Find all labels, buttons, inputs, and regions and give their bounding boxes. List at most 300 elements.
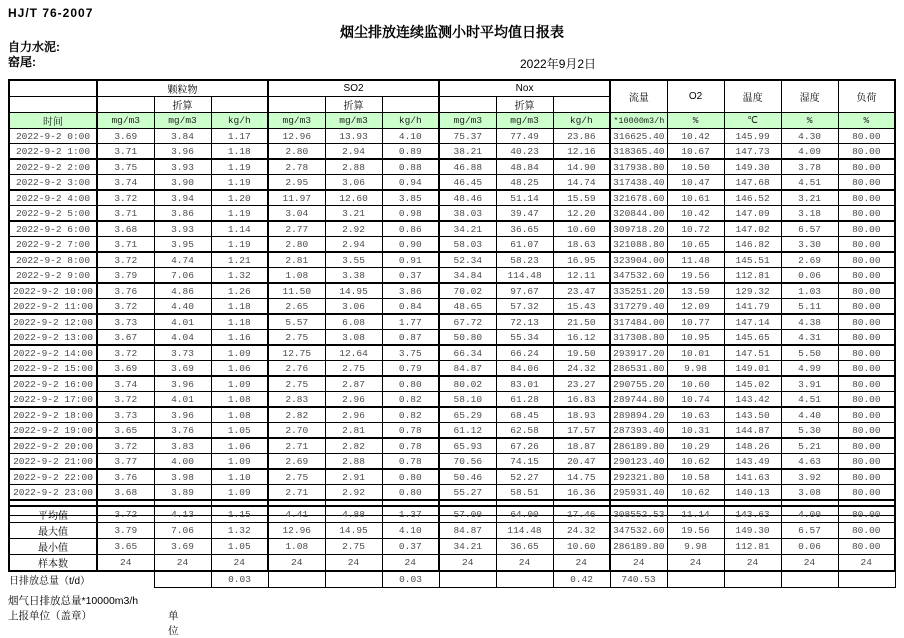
value-cell: 2.81 — [325, 423, 382, 439]
value-cell: 10.01 — [667, 345, 724, 361]
summary-value-cell: 24 — [439, 555, 496, 572]
value-cell: 2.87 — [325, 376, 382, 392]
daily-total-cell — [724, 571, 781, 588]
value-cell: 2.65 — [268, 299, 325, 315]
value-cell: 295931.40 — [610, 485, 667, 501]
summary-value-cell: 1.32 — [211, 523, 268, 539]
value-cell: 3.83 — [154, 438, 211, 454]
value-cell: 5.11 — [781, 299, 838, 315]
value-cell: 321678.60 — [610, 190, 667, 206]
value-cell: 1.77 — [382, 314, 439, 330]
value-cell: 2.82 — [325, 438, 382, 454]
value-cell: 2.88 — [325, 159, 382, 175]
daily-total-cell — [154, 571, 211, 588]
value-cell: 3.79 — [97, 268, 154, 284]
time-header-spacer2 — [9, 97, 97, 113]
value-cell: 0.88 — [382, 159, 439, 175]
summary-value-cell: 12.96 — [268, 523, 325, 539]
value-cell: 148.26 — [724, 438, 781, 454]
value-cell: 68.45 — [496, 407, 553, 423]
so2-raw-spacer — [268, 97, 325, 113]
summary-value-cell: 24 — [724, 555, 781, 572]
report-title: 烟尘排放连续监测小时平均值日报表 — [340, 24, 564, 40]
value-cell: 3.89 — [154, 485, 211, 501]
value-cell: 3.69 — [97, 129, 154, 144]
value-cell: 80.00 — [838, 283, 895, 299]
value-cell: 1.19 — [211, 159, 268, 175]
value-cell: 12.96 — [268, 129, 325, 144]
value-cell: 1.09 — [211, 485, 268, 501]
unit-cell: kg/h — [211, 113, 268, 129]
value-cell: 147.14 — [724, 314, 781, 330]
value-cell: 1.10 — [211, 469, 268, 485]
value-cell: 2.70 — [268, 423, 325, 439]
time-cell: 2022-9-2 6:00 — [9, 221, 97, 237]
value-cell: 48.65 — [439, 299, 496, 315]
value-cell: 16.12 — [553, 330, 610, 346]
value-cell: 147.73 — [724, 144, 781, 160]
value-cell: 2.94 — [325, 144, 382, 160]
time-header-spacer — [9, 80, 97, 97]
value-cell: 3.96 — [154, 144, 211, 160]
value-cell: 3.94 — [154, 190, 211, 206]
value-cell: 141.79 — [724, 299, 781, 315]
value-cell: 2.77 — [268, 221, 325, 237]
value-cell: 55.34 — [496, 330, 553, 346]
value-cell: 3.21 — [325, 206, 382, 222]
value-cell: 1.08 — [211, 392, 268, 408]
value-cell: 147.09 — [724, 206, 781, 222]
value-cell: 34.21 — [439, 221, 496, 237]
time-cell: 2022-9-2 8:00 — [9, 252, 97, 268]
unit-cell: kg/h — [382, 113, 439, 129]
value-cell: 286189.80 — [610, 438, 667, 454]
summary-label-cell: 样本数 — [9, 555, 97, 572]
value-cell: 2.75 — [268, 330, 325, 346]
value-cell: 61.12 — [439, 423, 496, 439]
value-cell: 9.98 — [667, 361, 724, 377]
value-cell: 290123.40 — [610, 454, 667, 470]
pm-raw-spacer — [97, 97, 154, 113]
summary-value-cell: 14.95 — [325, 523, 382, 539]
summary-label-cell: 平均值 — [9, 506, 97, 523]
value-cell: 2.80 — [268, 144, 325, 160]
particulate-group-header: 颗粒物 — [97, 80, 268, 97]
value-cell: 58.51 — [496, 485, 553, 501]
value-cell: 2.75 — [325, 361, 382, 377]
value-cell: 309718.20 — [610, 221, 667, 237]
value-cell: 38.03 — [439, 206, 496, 222]
daily-total-cell: 0.42 — [553, 571, 610, 588]
value-cell: 145.02 — [724, 376, 781, 392]
value-cell: 23.27 — [553, 376, 610, 392]
hour-row — [9, 392, 895, 408]
value-cell: 2.76 — [268, 361, 325, 377]
time-cell: 2022-9-2 19:00 — [9, 423, 97, 439]
time-cell: 2022-9-2 17:00 — [9, 392, 97, 408]
so2-group-header: SO2 — [268, 80, 439, 97]
value-cell: 15.59 — [553, 190, 610, 206]
value-cell: 1.19 — [211, 206, 268, 222]
value-cell: 10.61 — [667, 190, 724, 206]
value-cell: 10.95 — [667, 330, 724, 346]
value-cell: 16.83 — [553, 392, 610, 408]
time-column-header: 时间 — [9, 113, 97, 129]
value-cell: 143.50 — [724, 407, 781, 423]
header-group-row — [9, 80, 895, 97]
value-cell: 114.48 — [496, 268, 553, 284]
value-cell: 48.25 — [496, 175, 553, 191]
value-cell: 145.51 — [724, 252, 781, 268]
value-cell: 3.38 — [325, 268, 382, 284]
time-cell: 2022-9-2 18:00 — [9, 407, 97, 423]
summary-value-cell: 24 — [838, 555, 895, 572]
value-cell: 146.82 — [724, 237, 781, 253]
daily-total-cell: 0.03 — [211, 571, 268, 588]
value-cell: 317484.00 — [610, 314, 667, 330]
time-cell: 2022-9-2 11:00 — [9, 299, 97, 315]
value-cell: 3.96 — [154, 407, 211, 423]
site-label: 窑尾: — [8, 55, 36, 69]
hour-row — [9, 469, 895, 485]
unit-cell: % — [838, 113, 895, 129]
value-cell: 20.47 — [553, 454, 610, 470]
time-cell: 2022-9-2 23:00 — [9, 485, 97, 501]
units-row — [9, 113, 895, 129]
value-cell: 10.60 — [553, 221, 610, 237]
hour-row — [9, 407, 895, 423]
value-cell: 3.68 — [97, 221, 154, 237]
summary-value-cell: 0.37 — [382, 539, 439, 555]
value-cell: 3.71 — [97, 144, 154, 160]
summary-value-cell: 24 — [553, 555, 610, 572]
time-cell: 2022-9-2 1:00 — [9, 144, 97, 160]
daily-total-cell — [781, 571, 838, 588]
value-cell: 0.37 — [382, 268, 439, 284]
value-cell: 1.08 — [268, 268, 325, 284]
value-cell: 2.83 — [268, 392, 325, 408]
value-cell: 1.16 — [211, 330, 268, 346]
company-label: 自力水泥: — [8, 40, 60, 54]
summary-value-cell: 7.06 — [154, 523, 211, 539]
hour-row — [9, 299, 895, 315]
summary-value-cell: 24 — [211, 555, 268, 572]
summary-value-cell: 3.79 — [97, 523, 154, 539]
value-cell: 4.63 — [781, 454, 838, 470]
summary-table — [8, 505, 896, 588]
report-date: 2022年9月2日 — [520, 57, 597, 71]
time-cell: 2022-9-2 7:00 — [9, 237, 97, 253]
value-cell: 3.65 — [97, 423, 154, 439]
value-cell: 65.93 — [439, 438, 496, 454]
value-cell: 6.08 — [325, 314, 382, 330]
value-cell: 2.71 — [268, 438, 325, 454]
value-cell: 3.30 — [781, 237, 838, 253]
value-cell: 3.06 — [325, 299, 382, 315]
unit-cell: mg/m3 — [154, 113, 211, 129]
value-cell: 1.09 — [211, 345, 268, 361]
unit-cell: mg/m3 — [496, 113, 553, 129]
humidity-header: 湿度 — [781, 80, 838, 113]
hour-row — [9, 221, 895, 237]
value-cell: 3.72 — [97, 345, 154, 361]
value-cell: 50.80 — [439, 330, 496, 346]
summary-label-cell: 最大值 — [9, 523, 97, 539]
value-cell: 80.00 — [838, 159, 895, 175]
value-cell: 2.75 — [268, 469, 325, 485]
value-cell: 3.75 — [382, 345, 439, 361]
value-cell: 4.30 — [781, 129, 838, 144]
time-cell: 2022-9-2 5:00 — [9, 206, 97, 222]
value-cell: 289894.20 — [610, 407, 667, 423]
value-cell: 1.03 — [781, 283, 838, 299]
time-cell: 2022-9-2 21:00 — [9, 454, 97, 470]
value-cell: 48.46 — [439, 190, 496, 206]
so2-rate-spacer — [382, 97, 439, 113]
value-cell: 5.21 — [781, 438, 838, 454]
value-cell: 0.80 — [382, 376, 439, 392]
hour-row — [9, 175, 895, 191]
value-cell: 84.06 — [496, 361, 553, 377]
flue-gas-total-note: 烟气日排放总量*10000m3/h — [8, 595, 139, 607]
summary-row — [9, 555, 895, 572]
value-cell: 16.95 — [553, 252, 610, 268]
value-cell: 4.51 — [781, 392, 838, 408]
value-cell: 3.71 — [97, 237, 154, 253]
value-cell: 80.00 — [838, 454, 895, 470]
value-cell: 4.86 — [154, 283, 211, 299]
value-cell: 317438.40 — [610, 175, 667, 191]
time-cell: 2022-9-2 10:00 — [9, 283, 97, 299]
value-cell: 3.72 — [97, 299, 154, 315]
value-cell: 3.95 — [154, 237, 211, 253]
value-cell: 40.23 — [496, 144, 553, 160]
pm-rate-spacer — [211, 97, 268, 113]
value-cell: 141.63 — [724, 469, 781, 485]
daily-total-label: 日排放总量（t/d） — [9, 571, 154, 588]
value-cell: 58.10 — [439, 392, 496, 408]
value-cell: 145.65 — [724, 330, 781, 346]
daily-total-cell: 740.53 — [610, 571, 667, 588]
value-cell: 2.94 — [325, 237, 382, 253]
value-cell: 3.73 — [154, 345, 211, 361]
value-cell: 80.00 — [838, 485, 895, 501]
pm-corrected-header: 折算 — [154, 97, 211, 113]
value-cell: 80.02 — [439, 376, 496, 392]
summary-value-cell: 64.00 — [496, 506, 553, 523]
summary-value-cell: 80.00 — [838, 506, 895, 523]
hour-row — [9, 376, 895, 392]
value-cell: 10.77 — [667, 314, 724, 330]
value-cell: 0.78 — [382, 423, 439, 439]
value-cell: 80.00 — [838, 361, 895, 377]
value-cell: 3.76 — [154, 423, 211, 439]
hour-row — [9, 423, 895, 439]
value-cell: 5.30 — [781, 423, 838, 439]
time-cell: 2022-9-2 14:00 — [9, 345, 97, 361]
value-cell: 147.68 — [724, 175, 781, 191]
value-cell: 3.67 — [97, 330, 154, 346]
summary-value-cell: 308552.53 — [610, 506, 667, 523]
value-cell: 80.00 — [838, 206, 895, 222]
value-cell: 316625.40 — [610, 129, 667, 144]
value-cell: 1.19 — [211, 237, 268, 253]
value-cell: 97.67 — [496, 283, 553, 299]
nox-rate-spacer — [553, 97, 610, 113]
value-cell: 80.00 — [838, 314, 895, 330]
value-cell: 12.09 — [667, 299, 724, 315]
value-cell: 2.69 — [781, 252, 838, 268]
value-cell: 14.74 — [553, 175, 610, 191]
value-cell: 67.26 — [496, 438, 553, 454]
value-cell: 55.27 — [439, 485, 496, 501]
daily-total-row — [9, 571, 895, 588]
value-cell: 2.95 — [268, 175, 325, 191]
summary-value-cell: 286189.80 — [610, 539, 667, 555]
value-cell: 17.57 — [553, 423, 610, 439]
summary-value-cell: 149.30 — [724, 523, 781, 539]
time-cell: 2022-9-2 3:00 — [9, 175, 97, 191]
hour-row — [9, 237, 895, 253]
value-cell: 75.37 — [439, 129, 496, 144]
summary-value-cell: 1.08 — [268, 539, 325, 555]
time-cell: 2022-9-2 2:00 — [9, 159, 97, 175]
value-cell: 12.11 — [553, 268, 610, 284]
value-cell: 14.75 — [553, 469, 610, 485]
value-cell: 1.18 — [211, 299, 268, 315]
value-cell: 3.90 — [154, 175, 211, 191]
summary-value-cell: 24 — [325, 555, 382, 572]
summary-value-cell: 24 — [97, 555, 154, 572]
daily-total-cell — [439, 571, 496, 588]
value-cell: 323904.00 — [610, 252, 667, 268]
value-cell: 3.72 — [97, 190, 154, 206]
value-cell: 70.02 — [439, 283, 496, 299]
value-cell: 146.52 — [724, 190, 781, 206]
nox-group-header: Nox — [439, 80, 610, 97]
summary-value-cell: 36.65 — [496, 539, 553, 555]
value-cell: 0.89 — [382, 144, 439, 160]
time-cell: 2022-9-2 22:00 — [9, 469, 97, 485]
value-cell: 4.01 — [154, 314, 211, 330]
summary-value-cell: 3.72 — [97, 506, 154, 523]
value-cell: 3.76 — [97, 469, 154, 485]
value-cell: 34.84 — [439, 268, 496, 284]
time-cell: 2022-9-2 12:00 — [9, 314, 97, 330]
value-cell: 18.63 — [553, 237, 610, 253]
value-cell: 6.57 — [781, 221, 838, 237]
value-cell: 2.96 — [325, 407, 382, 423]
value-cell: 4.40 — [154, 299, 211, 315]
value-cell: 2.81 — [268, 252, 325, 268]
value-cell: 10.31 — [667, 423, 724, 439]
value-cell: 112.81 — [724, 268, 781, 284]
value-cell: 144.87 — [724, 423, 781, 439]
value-cell: 2.82 — [268, 407, 325, 423]
value-cell: 50.46 — [439, 469, 496, 485]
summary-value-cell: 9.98 — [667, 539, 724, 555]
value-cell: 38.21 — [439, 144, 496, 160]
time-cell: 2022-9-2 15:00 — [9, 361, 97, 377]
summary-value-cell: 4.41 — [268, 506, 325, 523]
flow-unit-cell: *10000m3/h — [610, 113, 667, 129]
summary-row — [9, 523, 895, 539]
value-cell: 2.92 — [325, 485, 382, 501]
value-cell: 80.00 — [838, 268, 895, 284]
value-cell: 140.13 — [724, 485, 781, 501]
load-header: 负荷 — [838, 80, 895, 113]
unit-cell: mg/m3 — [439, 113, 496, 129]
value-cell: 145.99 — [724, 129, 781, 144]
flow-header: 流量 — [610, 80, 667, 113]
summary-value-cell: 1.05 — [211, 539, 268, 555]
value-cell: 335251.20 — [610, 283, 667, 299]
value-cell: 3.92 — [781, 469, 838, 485]
summary-value-cell: 4.13 — [154, 506, 211, 523]
unit-cell: % — [667, 113, 724, 129]
value-cell: 18.93 — [553, 407, 610, 423]
daily-total-cell — [268, 571, 325, 588]
value-cell: 293917.20 — [610, 345, 667, 361]
value-cell: 15.43 — [553, 299, 610, 315]
value-cell: 80.00 — [838, 175, 895, 191]
summary-value-cell: 24 — [781, 555, 838, 572]
value-cell: 287393.40 — [610, 423, 667, 439]
value-cell: 1.14 — [211, 221, 268, 237]
daily-total-cell: 0.03 — [382, 571, 439, 588]
summary-value-cell: 24 — [667, 555, 724, 572]
summary-value-cell: 4.00 — [781, 506, 838, 523]
value-cell: 10.42 — [667, 206, 724, 222]
value-cell: 39.47 — [496, 206, 553, 222]
hour-row — [9, 361, 895, 377]
summary-value-cell: 34.21 — [439, 539, 496, 555]
value-cell: 66.34 — [439, 345, 496, 361]
value-cell: 3.74 — [97, 376, 154, 392]
value-cell: 318365.40 — [610, 144, 667, 160]
value-cell: 4.00 — [154, 454, 211, 470]
value-cell: 317938.80 — [610, 159, 667, 175]
value-cell: 16.36 — [553, 485, 610, 501]
summary-value-cell: 57.00 — [439, 506, 496, 523]
summary-value-cell: 2.75 — [325, 539, 382, 555]
value-cell: 1.09 — [211, 454, 268, 470]
value-cell: 62.58 — [496, 423, 553, 439]
value-cell: 61.07 — [496, 237, 553, 253]
report-unit-label: 上报单位（盖章） — [8, 610, 92, 622]
value-cell: 147.51 — [724, 345, 781, 361]
value-cell: 0.84 — [382, 299, 439, 315]
value-cell: 0.80 — [382, 469, 439, 485]
value-cell: 23.47 — [553, 283, 610, 299]
value-cell: 2.96 — [325, 392, 382, 408]
value-cell: 2.88 — [325, 454, 382, 470]
daily-total-cell — [325, 571, 382, 588]
value-cell: 12.16 — [553, 144, 610, 160]
hour-row — [9, 206, 895, 222]
value-cell: 3.78 — [781, 159, 838, 175]
value-cell: 10.62 — [667, 485, 724, 501]
unit-cell: mg/m3 — [325, 113, 382, 129]
summary-value-cell: 4.10 — [382, 523, 439, 539]
report-unit-line — [8, 608, 179, 637]
value-cell: 3.77 — [97, 454, 154, 470]
value-cell: 13.59 — [667, 283, 724, 299]
value-cell: 18.87 — [553, 438, 610, 454]
value-cell: 143.49 — [724, 454, 781, 470]
value-cell: 3.06 — [325, 175, 382, 191]
value-cell: 83.01 — [496, 376, 553, 392]
